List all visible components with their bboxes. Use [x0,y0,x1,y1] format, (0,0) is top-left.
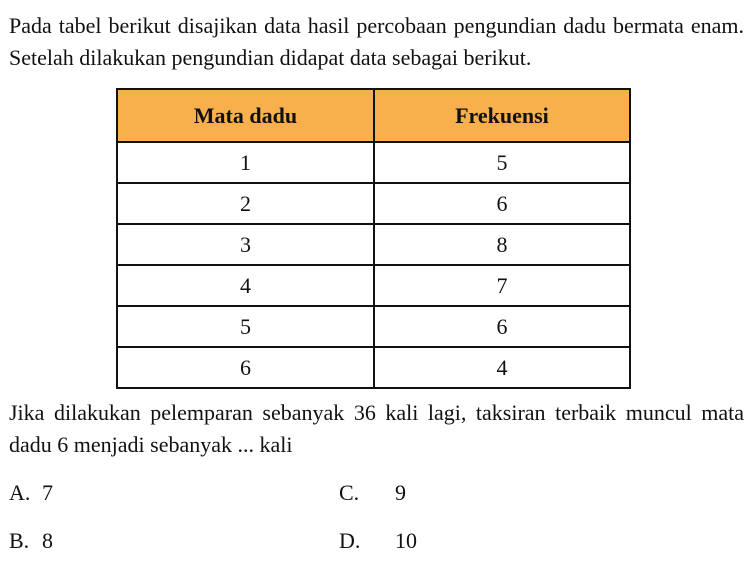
option-c[interactable] [339,478,406,508]
cell-mata-dadu: 6 [117,347,374,388]
option-b[interactable] [9,526,53,556]
option-letter: C. [339,480,360,505]
cell-mata-dadu: 2 [117,183,374,224]
cell-mata-dadu: 5 [117,306,374,347]
table-row [117,265,630,306]
table-row [117,224,630,265]
cell-mata-dadu: 4 [117,265,374,306]
option-letter: D. [339,528,361,553]
cell-frekuensi: 8 [374,224,630,265]
cell-mata-dadu: 1 [117,142,374,183]
cell-frekuensi: 5 [374,142,630,183]
option-value: 7 [42,480,53,505]
header-mata-dadu: Mata dadu [117,89,374,142]
option-a[interactable] [9,478,53,508]
option-value: 10 [395,528,417,553]
table-header-row [117,89,630,142]
cell-frekuensi: 4 [374,347,630,388]
table-row [117,183,630,224]
table-row [117,347,630,388]
option-value: 9 [395,480,406,505]
header-frekuensi: Frekuensi [374,89,630,142]
option-d[interactable] [339,526,417,556]
intro-text: Pada tabel berikut disajikan data hasil percobaan pengundian dadu bermata enam. Setelah dilakukan pengundian didapat data sebagai berikut. [9,13,744,70]
cell-frekuensi: 6 [374,306,630,347]
frequency-table [116,88,631,389]
cell-frekuensi: 6 [374,183,630,224]
cell-frekuensi: 7 [374,265,630,306]
option-letter: B. [9,528,30,553]
question-text: Jika dilakukan pelemparan sebanyak 36 kali lagi, taksiran terbaik muncul mata dadu 6 menjadi sebanyak ... kali [9,400,744,457]
option-value: 8 [42,528,53,553]
table-row [117,142,630,183]
option-letter: A. [9,480,31,505]
cell-mata-dadu: 3 [117,224,374,265]
table-row [117,306,630,347]
